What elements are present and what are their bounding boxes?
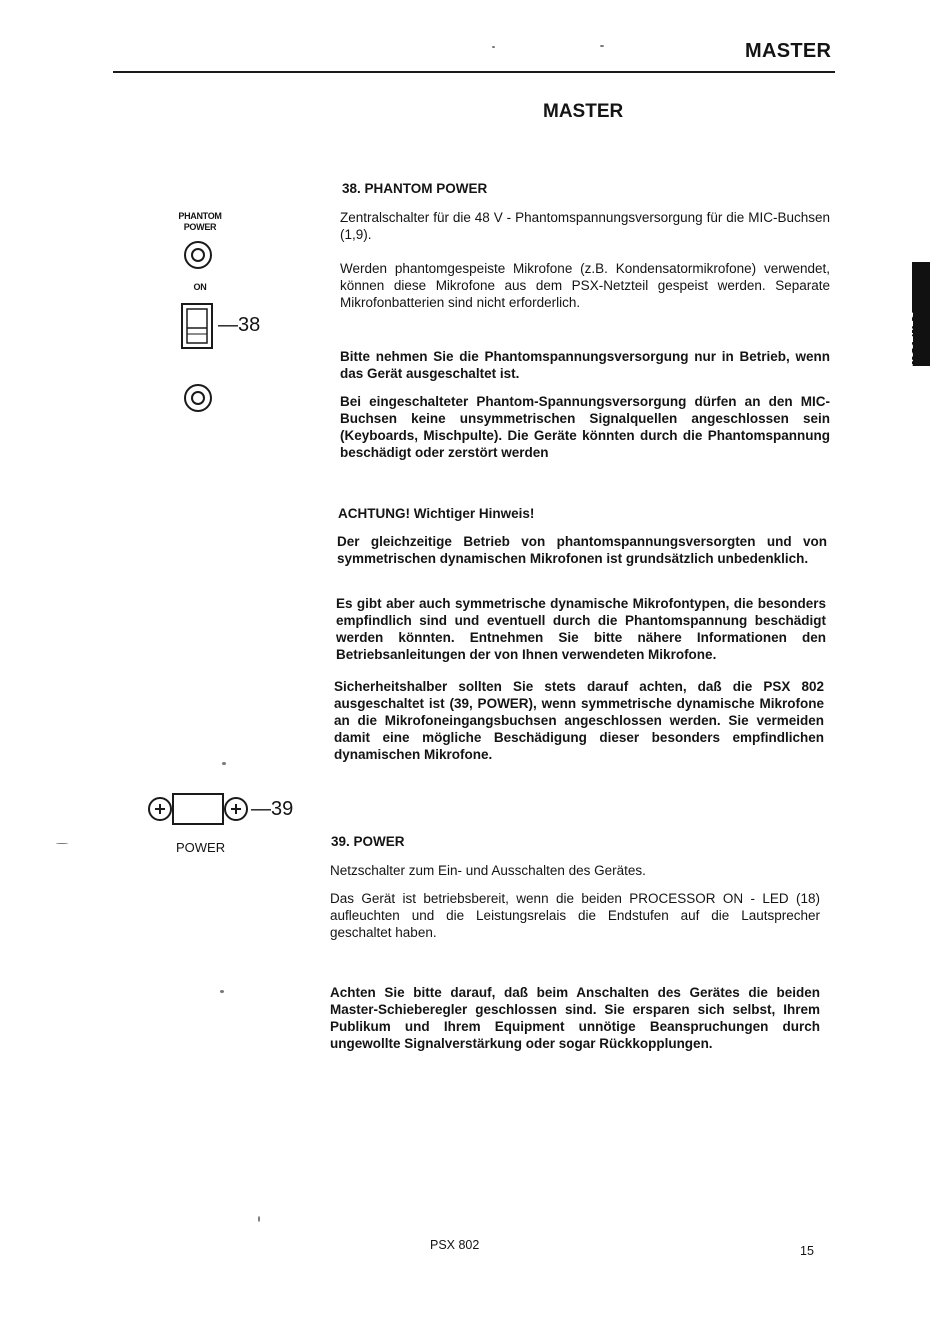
language-tab-label: DEUTSCH bbox=[903, 312, 914, 368]
section-39-heading: 39. POWER bbox=[331, 834, 405, 849]
phantom-jack-icon bbox=[183, 240, 213, 270]
section-38-heading: 38. PHANTOM POWER bbox=[342, 181, 488, 196]
scan-speck bbox=[56, 843, 68, 844]
warning-paragraph-2: Es gibt aber auch symmetrische dynamische Mikrofontypen, die besonders empfindlich sind und eventuell durch die Phantomspannung beschädigt werden könnten. Entnehmen Sie bitte nähere Informationen den Betriebsanleitungen der von Ihnen verwendeten Mikrofone. bbox=[336, 596, 826, 662]
warning-paragraph-1: Der gleichzeitige Betrieb von phantomspannungsversorgten und von symmetrischen dynamischen Mikrofonen ist grundsätzlich unbedenklich. bbox=[337, 534, 827, 566]
scan-speck bbox=[222, 762, 226, 765]
section-38-paragraph-4: Bei eingeschalteter Phantom-Spannungsversorgung dürfen an den MIC-Buchsen keine unsymmetrischen Signalquellen angeschlossen sein (Keyboards, Mischpulte). Die Geräte könnten durch die Phantomspannung beschädigt oder zerstört werden bbox=[340, 394, 830, 460]
header-rule bbox=[113, 71, 835, 73]
scan-speck bbox=[220, 990, 224, 993]
scan-speck bbox=[600, 45, 604, 47]
scan-speck bbox=[258, 1216, 260, 1222]
section-39-paragraph-2: Das Gerät ist betriebsbereit, wenn die beiden PROCESSOR ON - LED (18) aufleuchten und die Leistungsrelais die Endstufen auf die Lautsprecher geschaltet haben. bbox=[330, 891, 820, 940]
jack-icon bbox=[183, 383, 213, 413]
section-38-paragraph-1: Zentralschalter für die 48 V - Phantomspannungsversorgung für die MIC-Buchsen (1,9). bbox=[340, 210, 830, 242]
section-38-paragraph-2: Werden phantomgespeiste Mikrofone (z.B. Kondensatormikrofone) verwendet, können diese Mikrofone aus dem PSX-Netzteil gespeist werden. Separate Mikrofonbatterien sind nicht erforderlich. bbox=[340, 261, 830, 310]
callout-38: —38 bbox=[218, 314, 261, 336]
phantom-switch-icon bbox=[180, 302, 216, 350]
scan-speck bbox=[492, 46, 495, 48]
footer-model: PSX 802 bbox=[430, 1238, 480, 1252]
section-39-paragraph-1: Netzschalter zum Ein- und Ausschalten des Gerätes. bbox=[330, 863, 646, 878]
callout-39: —39 bbox=[251, 798, 294, 820]
language-tab bbox=[903, 262, 930, 368]
warning-heading: ACHTUNG! Wichtiger Hinweis! bbox=[338, 506, 535, 521]
page-number: 15 bbox=[800, 1244, 814, 1258]
section-38-paragraph-3: Bitte nehmen Sie die Phantomspannungsversorgung nur in Betrieb, wenn das Gerät ausgeschaltet ist. bbox=[340, 349, 830, 381]
warning-paragraph-3: Sicherheitshalber sollten Sie stets darauf achten, daß die PSX 802 ausgeschaltet ist (39, POWER), wenn symmetrische dynamische Mikrofone an die Mikrofoneingangsbuchsen angeschlossen werden. Sie vermeiden damit eine mögliche Beschädigung dieser besonders empfindlichen dynamischen Mikrofone. bbox=[334, 679, 824, 762]
page-title: MASTER bbox=[543, 101, 624, 122]
power-switch-icon bbox=[147, 792, 251, 826]
running-header: MASTER bbox=[745, 40, 832, 62]
section-39-paragraph-3: Achten Sie bitte darauf, daß beim Anschalten des Gerätes die beiden Master-Schieberegler geschlossen sind. Sie ersparen sich selbst, Ihrem Publikum und Ihrem Equipment unnötige Beanspruchungen durch ungewollte Signalverstärkung oder sogar Rückkopplungen. bbox=[330, 985, 820, 1051]
callout-38-number: 38 bbox=[238, 314, 261, 336]
power-label: POWER bbox=[176, 840, 226, 855]
callout-39-number: 39 bbox=[271, 798, 294, 820]
phantom-power-label: PHANTOM POWER bbox=[178, 211, 222, 232]
phantom-on-label: ON bbox=[193, 282, 207, 292]
